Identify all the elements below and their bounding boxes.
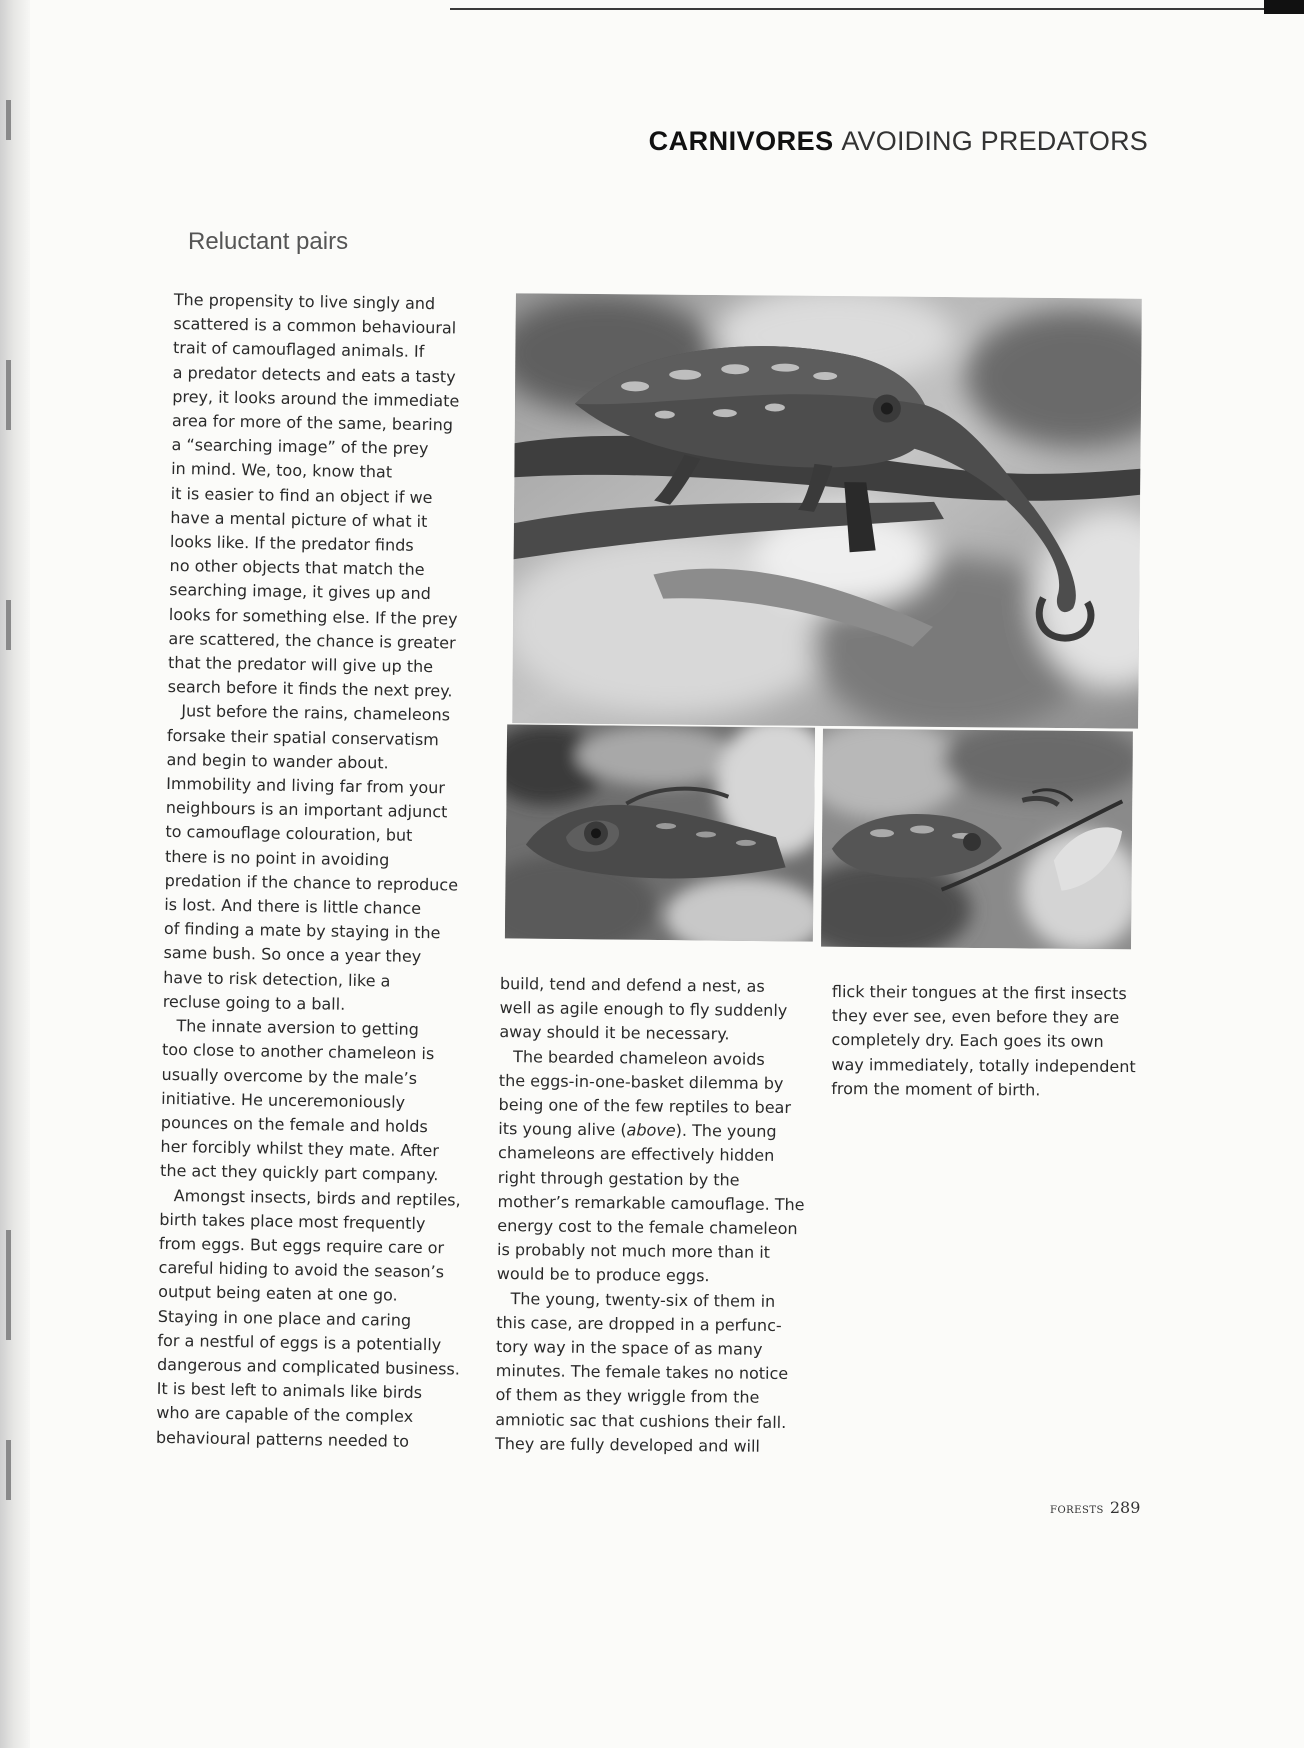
text-line: chameleons are effectively hidden [498,1143,775,1166]
text-line: it is easier to find an object if we [170,483,433,507]
text-line: usually overcome by the male’s [161,1064,418,1088]
text-line: predation if the chance to reproduce [164,870,459,895]
text-line: they ever see, even before they are [831,1006,1120,1028]
text-line: forsake their spatial conservatism [166,725,439,749]
text-line: a “searching image” of the prey [171,435,429,459]
text-line: looks like. If the predator finds [169,532,414,555]
text-line: amniotic sac that cushions their fall. [495,1409,787,1432]
text-line: from eggs. But eggs require care or [158,1233,445,1258]
text-line: dangerous and complicated business. [156,1354,461,1379]
text-line: It is best left to animals like birds [156,1379,423,1403]
page-number: 289 [1109,1498,1141,1517]
text-line: pounces on the female and holds [160,1112,428,1136]
text-line: that the predator will give up the [167,653,434,677]
photo-chameleon-with-young [821,729,1133,950]
text-line: away should it be necessary. [499,1022,730,1044]
binding-shadow [0,0,30,1748]
text-line: Staying in one place and caring [157,1306,412,1330]
running-head-topic: AVOIDING PREDATORS [841,126,1148,156]
text-column-1 [156,288,484,1454]
text-line: flick their tongues at the first insects [831,981,1127,1004]
text-line: way immediately, totally independent [831,1054,1136,1076]
footer-section-label: FORESTS [1050,1505,1104,1516]
text-line: initiative. He unceremoniously [161,1088,406,1112]
text-line: Amongst insects, birds and reptiles, [173,1185,461,1210]
text-line: output being eaten at one go. [158,1282,398,1305]
text-line: and begin to wander about. [166,749,389,773]
text-span: ). The young [675,1121,777,1142]
text-line: the act they quickly part company. [159,1161,439,1185]
text-line: there is no point in avoiding [164,846,390,870]
text-line: careful hiding to avoid the season’s [158,1258,445,1282]
text-line: of finding a mate by staying in the [163,919,441,943]
text-line: is lost. And there is little chance [164,895,422,919]
text-line: birth takes place most frequently [159,1209,426,1233]
binding-mark [6,100,11,140]
text-line: right through gestation by the [497,1167,740,1190]
text-line: The bearded chameleon avoids [513,1046,765,1069]
text-line: trait of camouflaged animals. If [172,338,425,362]
text-column-2 [495,972,810,1459]
text-line: for a nestful of eggs is a potentially [157,1330,442,1355]
text-line: The innate aversion to getting [176,1016,420,1040]
text-line: being one of the few reptiles to bear [498,1095,792,1118]
text-line: energy cost to the female chameleon [497,1216,798,1239]
text-line: build, tend and defend a nest, as [499,973,765,996]
text-line: minutes. The female takes no notice [495,1361,789,1384]
text-line-with-emphasis [498,1117,808,1144]
binding-mark [6,1440,11,1500]
text-line: search before it finds the next prey. [167,677,453,701]
text-column-3 [831,980,1142,1103]
binding-mark [6,360,11,430]
running-head-section: CARNIVORES [648,126,834,156]
text-span: its young alive ( [498,1119,627,1140]
text-line: prey, it looks around the immediate [172,386,460,411]
emphasis-above: above [626,1120,676,1141]
top-rule [450,8,1270,10]
text-line: from the moment of birth. [831,1078,1041,1100]
binding-mark [6,600,11,650]
text-line: neighbours is an important adjunct [165,798,448,822]
text-line: The propensity to live singly and [173,289,436,314]
text-line: Immobility and living far from your [166,774,446,798]
text-line: the eggs-in-one-basket dilemma by [498,1070,784,1093]
text-line: Just before the rains, chameleons [181,701,451,725]
text-line: is probably not much more than it [496,1240,771,1263]
text-line: have to risk detection, like a [163,967,391,991]
text-line: well as agile enough to fly suddenly [499,998,788,1021]
text-line: no other objects that match the [169,556,425,580]
scan-edge-mark [1264,0,1304,14]
text-line: The young, twenty-six of them in [510,1288,776,1311]
text-line: her forcibly whilst they mate. After [160,1137,440,1161]
photo-chameleon-head [505,724,815,941]
text-line: of them as they wriggle from the [495,1385,760,1408]
page-footer [1050,1498,1140,1517]
text-line: They are fully developed and will [494,1433,761,1456]
text-line: behavioural patterns needed to [155,1427,410,1451]
text-line: who are capable of the complex [156,1403,414,1427]
text-line: have a mental picture of what it [170,507,428,531]
text-line: area for more of the same, bearing [171,411,454,435]
text-line: completely dry. Each goes its own [831,1030,1104,1052]
text-line: same bush. So once a year they [163,943,422,967]
text-line: a predator detects and eats a tasty [172,362,456,387]
text-line: this case, are dropped in a perfunc- [496,1312,782,1335]
text-line: searching image, it gives up and [169,580,431,604]
text-line: in mind. We, too, know that [171,459,393,482]
running-head [560,126,1148,157]
text-line: scattered is a common behavioural [173,314,457,338]
text-line: recluse going to a ball. [162,991,346,1014]
text-line: looks for something else. If the prey [168,604,458,629]
text-line: tory way in the space of as many [495,1337,763,1359]
text-line: too close to another chameleon is [161,1040,435,1064]
binding-mark [6,1230,11,1340]
photo-chameleon-on-branch [512,293,1142,728]
section-heading: Reluctant pairs [188,228,349,255]
text-line: would be to produce eggs. [496,1264,710,1286]
text-line: to camouflage colouration, but [165,822,413,846]
text-line: are scattered, the chance is greater [168,628,456,653]
text-line: mother’s remarkable camouflage. The [497,1191,805,1215]
